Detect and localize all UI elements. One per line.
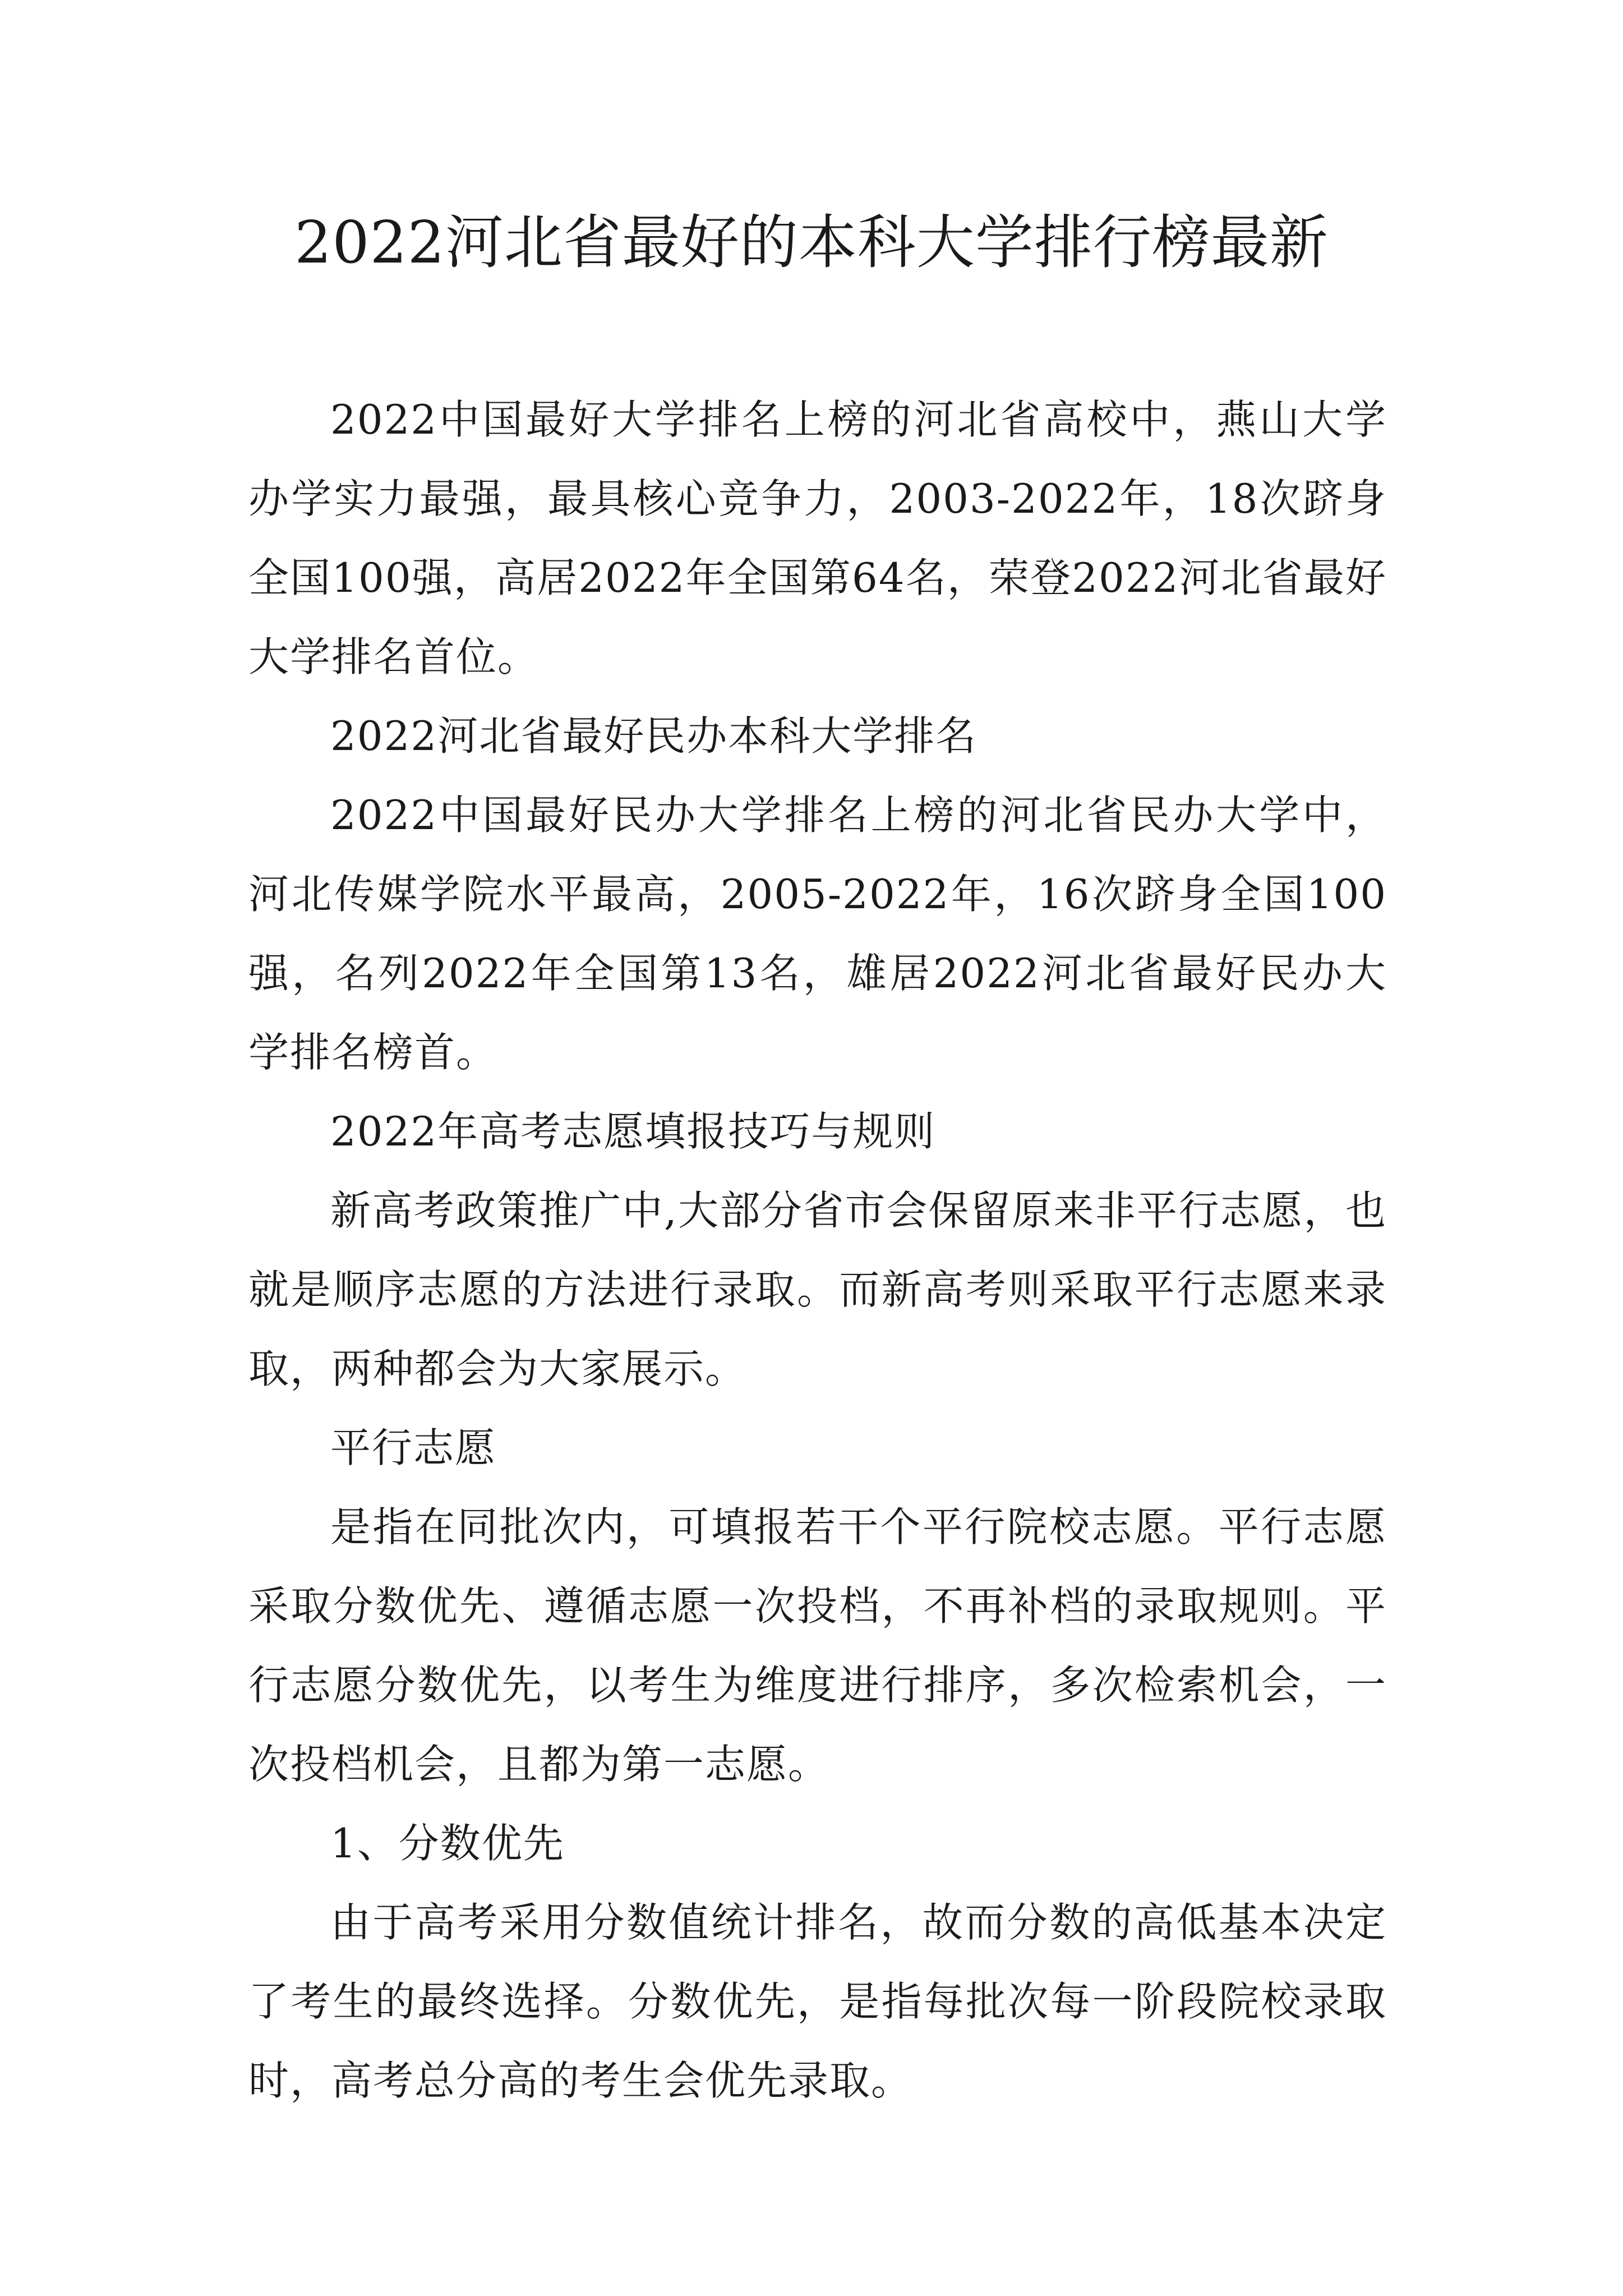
paragraph-parallel-choice: 是指在同批次内，可填报若干个平行院校志愿。平行志愿采取分数优先、遵循志愿一次投档，不再补档的录取规则。平行志愿分数优先，以考生为维度进行排序，多次检索机会，一次投档机会，且都为第一志愿。 bbox=[248, 1503, 1387, 1788]
document-title: 2022河北省最好的本科大学排行榜最新 bbox=[294, 208, 1329, 277]
paragraph-score-priority: 由于高考采用分数值统计排名，故而分数的高低基本决定了考生的最终选择。分数优先，是指每批次每一阶段院校录取时，高考总分高的考生会优先录取。 bbox=[248, 1899, 1387, 2104]
heading-parallel-choice: 平行志愿 bbox=[330, 1424, 497, 1471]
heading-private-ranking: 2022河北省最好民办本科大学排名 bbox=[330, 712, 978, 760]
document-body bbox=[248, 380, 1387, 2120]
paragraph-intro: 2022中国最好大学排名上榜的河北省高校中，燕山大学办学实力最强，最具核心竞争力，2003-2022年，18次跻身全国100强，高居2022年全国第64名，荣登2022河北省最好大学排名首位。 bbox=[248, 396, 1387, 680]
heading-score-priority: 1、分数优先 bbox=[330, 1820, 565, 1867]
paragraph-private-ranking: 2022中国最好民办大学排名上榜的河北省民办大学中，河北传媒学院水平最高，2005-2022年，16次跻身全国100强，名列2022年全国第13名，雄居2022河北省最好民办大学排名榜首。 bbox=[248, 792, 1387, 1076]
paragraph-new-policy: 新高考政策推广中,大部分省市会保留原来非平行志愿，也就是顺序志愿的方法进行录取。而新高考则采取平行志愿来录取，两种都会为大家展示。 bbox=[248, 1187, 1387, 1392]
heading-application-tips: 2022年高考志愿填报技巧与规则 bbox=[330, 1108, 936, 1155]
